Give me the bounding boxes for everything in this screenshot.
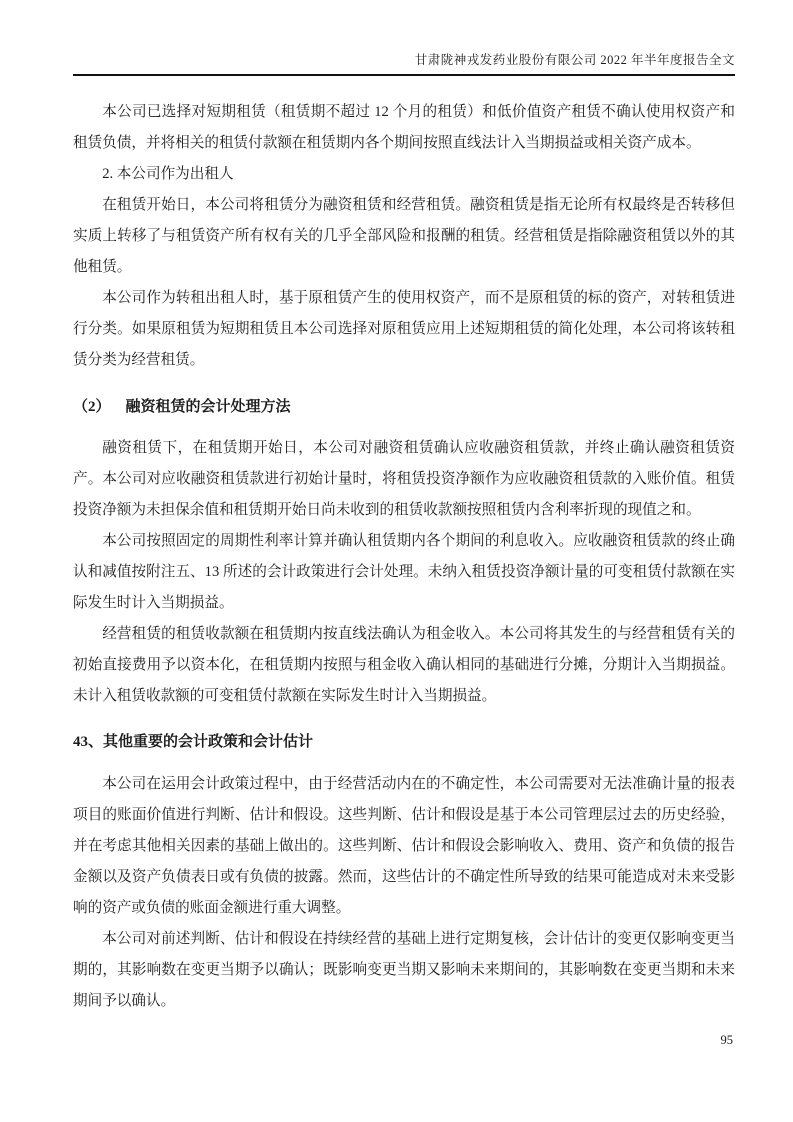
paragraph-interest-income-recognition: 本公司按照固定的周期性利率计算并确认租赁期内各个期间的利息收入。应收融资租赁款的终止确认和减值按附注五、13 所述的会计政策进行会计处理。未纳入租赁投资净额计量的可变租赁付款额在实际发生时计入当期损益。: [73, 533, 735, 611]
paragraph-sublease-classification: 本公司作为转租出租人时，基于原租赁产生的使用权资产，而不是原租赁的标的资产，对转租赁进行分类。如果原租赁为短期租赁且本公司选择对原租赁应用上述短期租赁的简化处理，本公司将该转租赁分类为经营租赁。: [73, 290, 735, 368]
paragraph-short-term-lease-policy: 本公司已选择对短期租赁（租赁期不超过 12 个月的租赁）和低价值资产租赁不确认使用权资产和租赁负债，并将相关的租赁付款额在租赁期内各个期间按照直线法计入当期损益或相关资产成本。: [73, 104, 735, 151]
paragraph-operating-lease-income: 经营租赁的租赁收款额在租赁期内按直线法确认为租金收入。本公司将其发生的与经营租赁有关的初始直接费用予以资本化，在租赁期内按照与租金收入确认相同的基础进行分摊，分期计入当期损益。未计入租赁收款额的可变租赁付款额在实际发生时计入当期损益。: [73, 626, 735, 704]
report-title: 甘肃陇神戎发药业股份有限公司 2022 年半年度报告全文: [414, 53, 735, 67]
paragraph-judgements-estimates-assumptions: 本公司在运用会计政策过程中，由于经营活动内在的不确定性，本公司需要对无法准确计量的报表项目的账面价值进行判断、估计和假设。这些判断、估计和假设是基于本公司管理层过去的历史经验，并在考虑其他相关因素的基础上做出的。这些判断、估计和假设会影响收入、费用、资产和负债的报告金额以及资产负债表日或有负债的披露。然而，这些估计的不确定性所导致的结果可能造成对未来受影响的资产或负债的账面金额进行重大调整。: [73, 776, 735, 916]
heading-other-important-policies-estimates: 43、其他重要的会计政策和会计估计: [73, 734, 314, 750]
heading-number: （2）: [73, 399, 111, 415]
document-body: [73, 76, 735, 1017]
heading-text: 融资租赁的会计处理方法: [125, 399, 291, 415]
page-number: 95: [720, 1033, 733, 1047]
heading-finance-lease-accounting: [73, 392, 735, 423]
item-company-as-lessor: 2. 本公司作为出租人: [102, 166, 234, 182]
paragraph-finance-lease-initial-measurement: 融资租赁下，在租赁期开始日，本公司对融资租赁确认应收融资租赁款，并终止确认融资租赁资产。本公司对应收融资租赁款进行初始计量时，将租赁投资净额作为应收融资租赁款的入账价值。租赁投资净额为未担保余值和租赁期开始日尚未收到的租赁收款额按照租赁内含利率折现的现值之和。: [73, 440, 735, 518]
paragraph-periodic-review-of-estimates: 本公司对前述判断、估计和假设在持续经营的基础上进行定期复核，会计估计的变更仅影响变更当期的，其影响数在变更当期予以确认；既影响变更当期又影响未来期间的，其影响数在变更当期和未来期间予以确认。: [73, 931, 735, 1009]
paragraph-lease-classification: 在租赁开始日，本公司将租赁分为融资租赁和经营租赁。融资租赁是指无论所有权最终是否转移但实质上转移了与租赁资产所有权有关的几乎全部风险和报酬的租赁。经营租赁是指除融资租赁以外的其他租赁。: [73, 197, 735, 275]
page-header: [73, 0, 735, 76]
